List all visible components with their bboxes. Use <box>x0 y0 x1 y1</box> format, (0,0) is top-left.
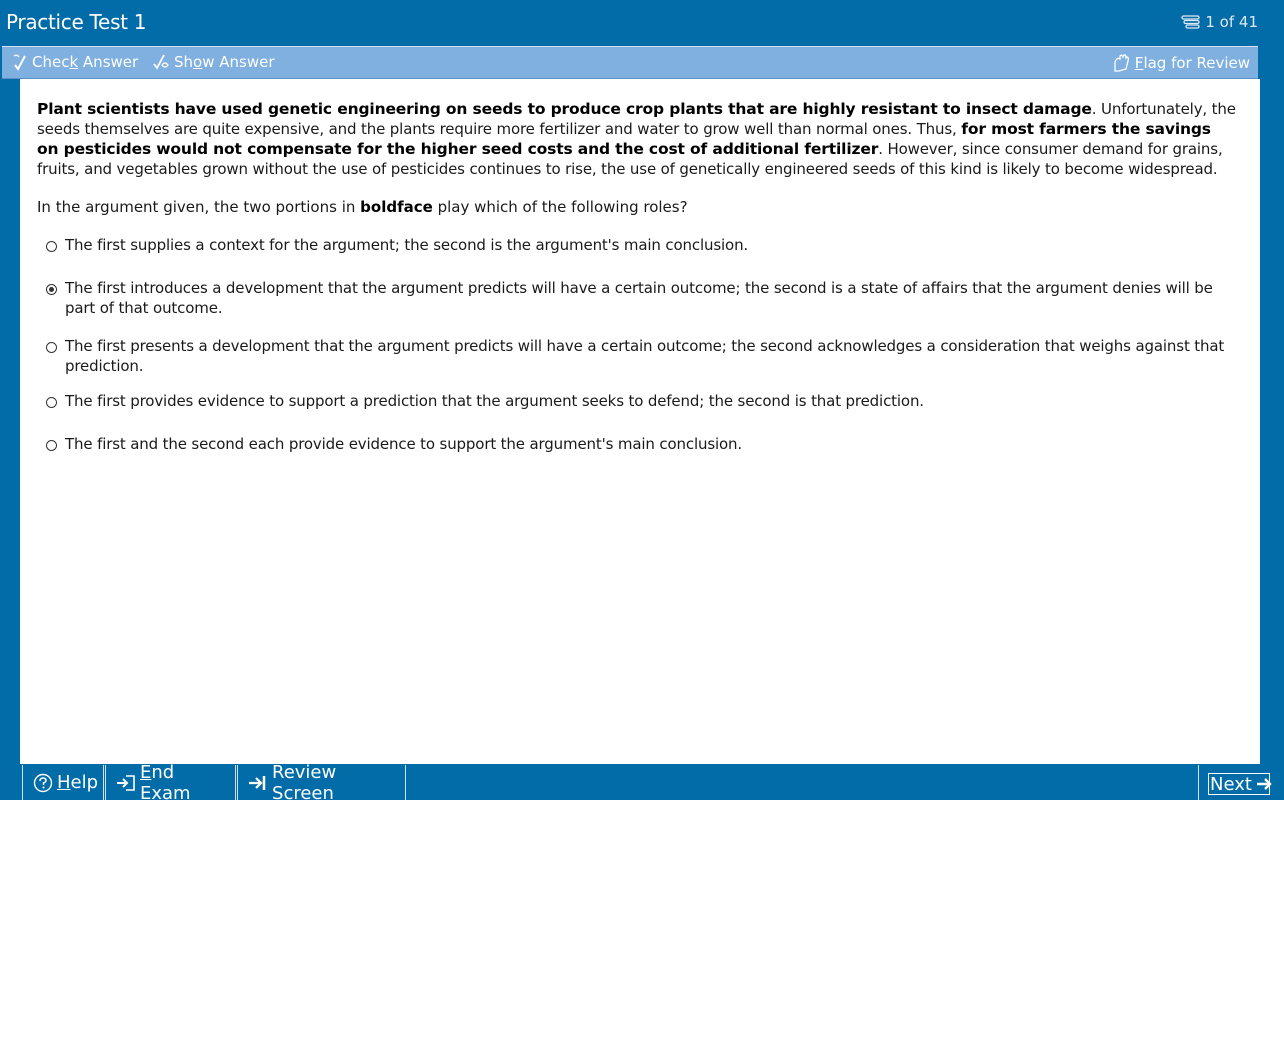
end-exam-hotkey: E <box>140 761 152 783</box>
flag-hand-icon <box>1111 53 1131 73</box>
next-arrow-icon <box>1256 776 1274 792</box>
question-counter-text: 1 of 41 <box>1205 13 1258 31</box>
check-answer-label-a: Chec <box>32 53 70 71</box>
check-answer-button[interactable] <box>12 53 138 71</box>
question-text-b: play which of the following roles? <box>432 198 688 216</box>
passage-text-1: . Unfortunately, the seeds themselves are quite expensive, and the plants require more fertilizer and water to grow well than normal ones. Thus, <box>37 100 1236 138</box>
flag-hotkey: F <box>1134 54 1144 72</box>
help-icon <box>33 773 53 793</box>
passage-text-2: . However, since consumer demand for grains, fruits, and vegetables grown without the use of pesticides continues to rise, the use of genetically engineered seeds of this kind is likely to become widespread. <box>37 140 1223 178</box>
radio-button[interactable] <box>46 397 57 408</box>
help-hotkey: H <box>57 772 71 793</box>
toolbar <box>2 46 1258 79</box>
review-arrow-icon <box>248 774 268 792</box>
show-answer-icon <box>152 53 170 71</box>
show-answer-hotkey: o <box>193 53 203 71</box>
flag-label: lag for Review <box>1143 54 1250 72</box>
answer-option-b[interactable] <box>46 278 1246 318</box>
next-label: Next <box>1210 773 1252 795</box>
end-exam-label: nd Exam <box>140 761 191 804</box>
question-counter <box>1181 13 1258 31</box>
show-answer-label-a: Sh <box>174 53 194 71</box>
check-answer-label-b: Answer <box>78 53 139 71</box>
answer-option-e[interactable] <box>46 434 1246 454</box>
bottom-bar <box>20 761 1284 804</box>
review-label-b: creen <box>283 782 334 804</box>
radio-button[interactable] <box>46 241 57 252</box>
question-stem <box>37 197 688 217</box>
radio-button-selected[interactable] <box>46 284 57 295</box>
answer-option-c[interactable] <box>46 336 1246 376</box>
answer-option-a[interactable] <box>46 235 1246 255</box>
check-answer-hotkey: k <box>69 53 79 71</box>
answer-option-text: The first introduces a development that the argument predicts will have a certain outcome; the second is a state of affairs that the argument denies will be part of that outcome. <box>65 279 1213 317</box>
next-button-area <box>1198 765 1284 800</box>
answer-option-d[interactable] <box>46 391 1246 411</box>
help-button[interactable] <box>22 765 104 800</box>
next-button[interactable] <box>1208 773 1270 795</box>
title-bar <box>0 0 1284 45</box>
answer-option-text: The first provides evidence to support a prediction that the argument seeks to defend; the second is that prediction. <box>65 392 924 410</box>
review-label-a: Review <box>272 761 337 783</box>
review-screen-button[interactable] <box>237 761 406 804</box>
question-panel <box>20 79 1260 764</box>
help-label: elp <box>70 772 99 793</box>
end-exam-button[interactable] <box>105 761 236 804</box>
check-answer-icon <box>12 53 28 71</box>
question-bold: boldface <box>360 198 433 216</box>
review-hotkey: S <box>272 782 284 804</box>
show-answer-button[interactable] <box>152 53 275 71</box>
question-text-a: In the argument given, the two portions in <box>37 198 361 216</box>
exam-title: Practice Test 1 <box>6 10 147 34</box>
answer-option-text: The first supplies a context for the argument; the second is the argument's main conclusion. <box>65 236 749 254</box>
show-answer-label-b: w Answer <box>202 53 275 71</box>
radio-button[interactable] <box>46 342 57 353</box>
question-list-icon <box>1181 15 1201 29</box>
passage-bold-2: for most farmers the savings on pesticides would not compensate for the higher seed costs and the cost of additional fertilizer <box>37 120 1211 158</box>
passage <box>37 99 1237 179</box>
answer-option-text: The first and the second each provide evidence to support the argument's main conclusion. <box>65 435 743 453</box>
passage-bold-1: Plant scientists have used genetic engineering on seeds to produce crop plants that are highly resistant to insect damage <box>37 100 1092 118</box>
radio-button[interactable] <box>46 440 57 451</box>
flag-for-review-button[interactable] <box>1111 53 1250 73</box>
end-exam-icon <box>116 774 136 792</box>
answer-option-text: The first presents a development that the argument predicts will have a certain outcome; the second acknowledges a consideration that weighs against that prediction. <box>65 337 1225 375</box>
